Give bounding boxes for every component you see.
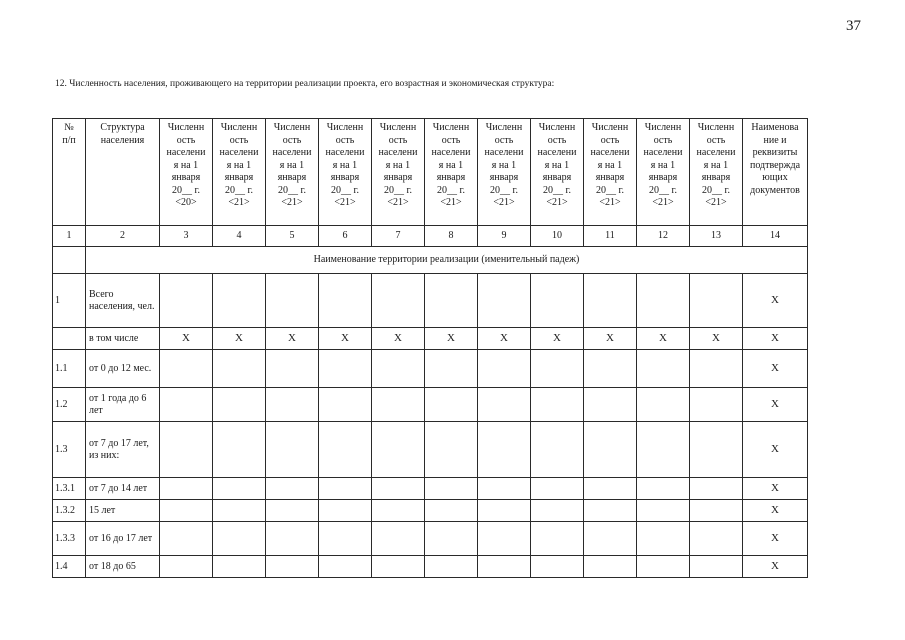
column-number-cell: 3 [160,226,213,247]
table-row [53,388,808,422]
documents-cell [743,422,808,478]
value-cell [319,388,372,422]
value-cell [213,478,266,500]
value-cell [637,422,690,478]
x-mark: Х [500,332,508,345]
table-row [53,274,808,328]
value-cell [478,556,531,578]
header-cell-text: Структура населения [100,122,145,146]
row-number-cell [53,328,86,350]
territory-row [53,247,808,274]
value-cell [637,478,690,500]
value-cell [584,422,637,478]
header-cell [319,119,372,226]
column-number-cell: 5 [266,226,319,247]
table-row [53,422,808,478]
value-cell [160,274,213,328]
value-cell [478,274,531,328]
header-cell-text: Наименова ние и реквизиты подтвержда ющих документов [749,122,801,196]
row-label-cell: от 1 года до 6 лет [86,388,160,422]
value-cell [319,328,372,350]
header-cell-text: Численн ость населени я на 1 января 20__ г. <21> [431,122,471,208]
table-row [53,350,808,388]
value-cell [637,274,690,328]
header-cell-text: Численн ость населени я на 1 января 20__ г. <21> [325,122,365,208]
value-cell [372,522,425,556]
value-cell [372,328,425,350]
value-cell [425,478,478,500]
table-row [53,478,808,500]
row-number-cell: 1.4 [53,556,86,578]
value-cell [372,388,425,422]
table-row [53,500,808,522]
value-cell [213,522,266,556]
x-mark: Х [771,504,779,517]
documents-cell [743,274,808,328]
value-cell [584,556,637,578]
header-cell [743,119,808,226]
header-cell [213,119,266,226]
value-cell [425,556,478,578]
value-cell [531,350,584,388]
value-cell [160,522,213,556]
header-cell [637,119,690,226]
row-number-cell: 1.3 [53,422,86,478]
value-cell [213,274,266,328]
documents-cell [743,328,808,350]
x-mark: Х [771,332,779,345]
column-number-cell: 7 [372,226,425,247]
row-number-cell: 1.1 [53,350,86,388]
value-cell [690,422,743,478]
x-mark: Х [771,398,779,411]
value-cell [425,422,478,478]
value-cell [478,328,531,350]
value-cell [531,274,584,328]
value-cell [425,350,478,388]
value-cell [372,478,425,500]
header-cell [425,119,478,226]
value-cell [266,522,319,556]
value-cell [319,422,372,478]
value-cell [319,556,372,578]
x-mark: Х [447,332,455,345]
header-cell-text: Численн ость населени я на 1 января 20__ г. <21> [484,122,524,208]
column-number-row [53,226,808,247]
value-cell [319,478,372,500]
value-cell [478,522,531,556]
value-cell [637,350,690,388]
value-cell [637,522,690,556]
value-cell [531,478,584,500]
x-mark: Х [606,332,614,345]
value-cell [584,522,637,556]
x-mark: Х [553,332,561,345]
documents-cell [743,388,808,422]
documents-cell [743,522,808,556]
row-number-cell: 1 [53,274,86,328]
row-number-cell: 1.2 [53,388,86,422]
value-cell [160,328,213,350]
value-cell [584,328,637,350]
value-cell [266,388,319,422]
row-label-cell: Всего населения, чел. [86,274,160,328]
value-cell [160,350,213,388]
table-row [53,328,808,350]
x-mark: Х [771,560,779,573]
territory-label: Наименование территории реализации (именительный падеж) [86,247,808,274]
x-mark: Х [771,482,779,495]
value-cell [213,500,266,522]
value-cell [372,556,425,578]
value-cell [372,422,425,478]
row-number-cell: 1.3.1 [53,478,86,500]
value-cell [319,500,372,522]
column-number-cell: 8 [425,226,478,247]
value-cell [372,274,425,328]
value-cell [319,522,372,556]
documents-cell [743,556,808,578]
row-label-cell: в том числе [86,328,160,350]
header-cell-text: Численн ость населени я на 1 января 20__ г. <21> [537,122,577,208]
value-cell [266,328,319,350]
value-cell [266,422,319,478]
value-cell [531,500,584,522]
value-cell [213,328,266,350]
documents-cell [743,350,808,388]
value-cell [690,388,743,422]
column-number-cell: 10 [531,226,584,247]
x-mark: Х [288,332,296,345]
value-cell [266,350,319,388]
header-cell-text: Численн ость населени я на 1 января 20__ г. <21> [696,122,736,208]
header-cell [372,119,425,226]
value-cell [266,274,319,328]
column-number-cell: 2 [86,226,160,247]
value-cell [160,500,213,522]
value-cell [584,388,637,422]
value-cell [690,500,743,522]
value-cell [690,350,743,388]
header-cell [266,119,319,226]
header-row [53,119,808,226]
column-number-cell: 4 [213,226,266,247]
value-cell [319,274,372,328]
x-mark: Х [771,443,779,456]
header-cell [531,119,584,226]
value-cell [213,556,266,578]
value-cell [637,500,690,522]
x-mark: Х [771,294,779,307]
value-cell [372,350,425,388]
row-label-cell: от 18 до 65 [86,556,160,578]
x-mark: Х [712,332,720,345]
value-cell [213,388,266,422]
row-label-cell: от 7 до 14 лет [86,478,160,500]
row-number-cell: 1.3.2 [53,500,86,522]
header-cell-text: Численн ость населени я на 1 января 20__ г. <20> [166,122,206,208]
value-cell [425,522,478,556]
territory-blank-cell [53,247,86,274]
table-row [53,556,808,578]
value-cell [266,556,319,578]
documents-cell [743,500,808,522]
documents-cell [743,478,808,500]
row-label-cell: от 0 до 12 мес. [86,350,160,388]
value-cell [531,422,584,478]
x-mark: Х [394,332,402,345]
row-label-cell: от 16 до 17 лет [86,522,160,556]
row-number-cell: 1.3.3 [53,522,86,556]
value-cell [531,556,584,578]
population-structure-table [52,118,808,578]
column-number-cell: 13 [690,226,743,247]
header-cell-text: Численн ость населени я на 1 января 20__ г. <21> [272,122,312,208]
value-cell [584,274,637,328]
value-cell [160,422,213,478]
column-number-cell: 14 [743,226,808,247]
value-cell [531,328,584,350]
x-mark: Х [235,332,243,345]
table-row [53,522,808,556]
x-mark: Х [182,332,190,345]
header-cell [690,119,743,226]
header-cell-text: № п/п [62,122,76,146]
section-heading: 12. Численность населения, проживающего на территории реализации проекта, его возрастная и экономическая структура: [55,79,555,89]
x-mark: Х [341,332,349,345]
value-cell [160,388,213,422]
value-cell [425,500,478,522]
value-cell [478,478,531,500]
header-cell [584,119,637,226]
value-cell [266,500,319,522]
row-label-cell: от 7 до 17 лет, из них: [86,422,160,478]
value-cell [372,500,425,522]
value-cell [690,556,743,578]
x-mark: Х [771,362,779,375]
value-cell [478,422,531,478]
row-label-cell: 15 лет [86,500,160,522]
value-cell [690,328,743,350]
value-cell [637,556,690,578]
header-cell [160,119,213,226]
value-cell [319,350,372,388]
value-cell [690,274,743,328]
value-cell [584,350,637,388]
value-cell [690,522,743,556]
value-cell [425,388,478,422]
column-number-cell: 11 [584,226,637,247]
value-cell [160,556,213,578]
value-cell [531,522,584,556]
page-number: 37 [846,18,861,34]
value-cell [160,478,213,500]
value-cell [425,328,478,350]
value-cell [584,500,637,522]
value-cell [584,478,637,500]
header-cell [478,119,531,226]
value-cell [266,478,319,500]
value-cell [531,388,584,422]
x-mark: Х [659,332,667,345]
value-cell [213,422,266,478]
value-cell [478,500,531,522]
header-cell-text: Численн ость населени я на 1 января 20__ г. <21> [219,122,259,208]
x-mark: Х [771,532,779,545]
column-number-cell: 9 [478,226,531,247]
value-cell [425,274,478,328]
value-cell [690,478,743,500]
header-cell [53,119,86,226]
column-number-cell: 6 [319,226,372,247]
value-cell [478,350,531,388]
header-cell-text: Численн ость населени я на 1 января 20__ г. <21> [378,122,418,208]
value-cell [637,388,690,422]
header-cell-text: Численн ость населени я на 1 января 20__ г. <21> [643,122,683,208]
column-number-cell: 1 [53,226,86,247]
column-number-cell: 12 [637,226,690,247]
value-cell [478,388,531,422]
header-cell [86,119,160,226]
value-cell [213,350,266,388]
value-cell [637,328,690,350]
header-cell-text: Численн ость населени я на 1 января 20__ г. <21> [590,122,630,208]
